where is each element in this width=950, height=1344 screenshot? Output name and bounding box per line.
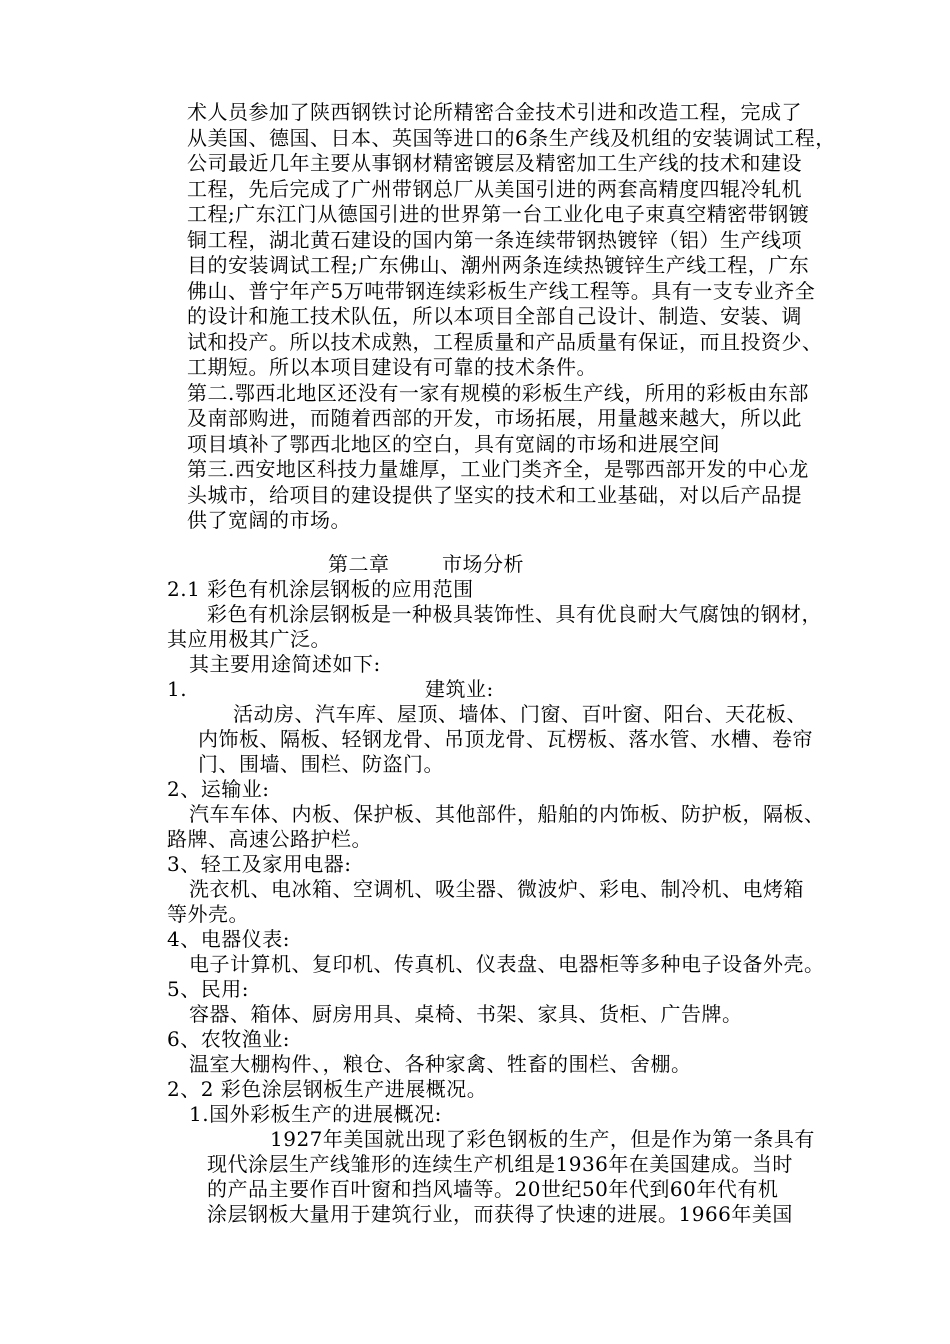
list-text: 门、围墙、围栏、防盗门。: [198, 752, 444, 776]
intro-line: 从美国、德国、日本、英国等进口的6条生产线及机组的安装调试工程，: [187, 126, 836, 150]
intro-line: 工程，先后完成了广州带钢总厂从美国引进的两套高精度四辊冷轧机: [187, 177, 802, 201]
intro-line: 头城市，给项目的建设提供了坚实的技术和工业基础，对以后产品提: [187, 483, 802, 507]
list-text: 活动房、汽车库、屋顶、墙体、门窗、百叶窗、阳台、天花板、: [233, 702, 807, 726]
list-text: 洗衣机、电冰箱、空调机、吸尘器、微波炉、彩电、制冷机、电烤箱: [189, 877, 804, 901]
intro-line: 工程;广东江门从德国引进的世界第一台工业化电子束真空精密带钢镀: [187, 202, 810, 226]
intro-line: 公司最近几年主要从事钢材精密镀层及精密加工生产线的技术和建设: [187, 151, 802, 175]
list-heading: 5、民用:: [167, 977, 249, 1001]
intro-line: 项目填补了鄂西北地区的空白，具有宽阔的市场和进展空间: [187, 432, 720, 456]
paragraph-line: 其应用极其广泛。: [167, 627, 331, 651]
uses-intro: 其主要用途简述如下:: [189, 652, 381, 676]
intro-line: 试和投产。所以技术成熟，工程质量和产品质量有保证，而且投资少、: [187, 330, 823, 354]
list-text: 温室大棚构件、，粮仓、各种家禽、牲畜的围栏、舍棚。: [189, 1052, 692, 1076]
intro-line: 第二.鄂西北地区还没有一家有规模的彩板生产线，所用的彩板由东部: [187, 381, 809, 405]
list-text: 容器、箱体、厨房用具、桌椅、书架、家具、货柜、广告牌。: [189, 1002, 743, 1026]
paragraph-line: 的产品主要作百叶窗和挡风墙等。20世纪50年代到60年代有机: [207, 1177, 779, 1201]
paragraph-line: 现代涂层生产线雏形的连续生产机组是1936年在美国建成。当时: [207, 1152, 793, 1176]
list-heading: 3、轻工及家用电器:: [167, 852, 352, 876]
list-text: 等外壳。: [167, 902, 249, 926]
intro-line: 的设计和施工技术队伍，所以本项目全部自己设计、制造、安装、调: [187, 304, 802, 328]
sub-heading: 1.国外彩板生产的进展概况:: [189, 1102, 442, 1126]
intro-line: 供了宽阔的市场。: [187, 508, 351, 532]
chapter-title: 市场分析: [442, 552, 524, 576]
intro-line: 工期短。所以本项目建设有可靠的技术条件。: [187, 355, 597, 379]
intro-line: 第三.西安地区科技力量雄厚，工业门类齐全，是鄂西部开发的中心龙: [187, 457, 809, 481]
list-number: 1.: [167, 677, 188, 701]
list-text: 电子计算机、复印机、传真机、仪表盘、电器柜等多种电子设备外壳。: [189, 952, 825, 976]
list-text: 内饰板、隔板、轻钢龙骨、吊顶龙骨、瓦楞板、落水管、水槽、卷帘: [198, 727, 813, 751]
paragraph-line: 1927年美国就出现了彩色钢板的生产，但是作为第一条具有: [270, 1127, 815, 1151]
section-heading: 2、2 彩色涂层钢板生产进展概况。: [167, 1077, 488, 1101]
intro-line: 术人员参加了陕西钢铁讨论所精密合金技术引进和改造工程，完成了: [187, 100, 802, 124]
list-heading: 2、运输业:: [167, 777, 270, 801]
list-heading: 4、电器仪表:: [167, 927, 290, 951]
paragraph-line: 彩色有机涂层钢板是一种极具装饰性、具有优良耐大气腐蚀的钢材，: [207, 602, 822, 626]
list-heading: 建筑业:: [425, 677, 494, 701]
list-text: 汽车车体、内板、保护板、其他部件，船舶的内饰板、防护板，隔板、: [189, 802, 825, 826]
list-text: 路牌、高速公路护栏。: [167, 827, 372, 851]
chapter-number: 第二章: [328, 552, 390, 576]
list-heading: 6、农牧渔业:: [167, 1027, 290, 1051]
intro-line: 佛山、普宁年产5万吨带钢连续彩板生产线工程等。具有一支专业齐全: [187, 279, 816, 303]
section-heading: 2.1 彩色有机涂层钢板的应用范围: [167, 577, 474, 601]
intro-line: 铜工程，湖北黄石建设的国内第一条连续带钢热镀锌（铝）生产线项: [187, 228, 802, 252]
intro-line: 及南部购进，而随着西部的开发，市场拓展，用量越来越大，所以此: [187, 406, 802, 430]
intro-line: 目的安装调试工程;广东佛山、潮州两条连续热镀锌生产线工程，广东: [187, 253, 810, 277]
paragraph-line: 涂层钢板大量用于建筑行业，而获得了快速的进展。1966年美国: [207, 1202, 793, 1226]
